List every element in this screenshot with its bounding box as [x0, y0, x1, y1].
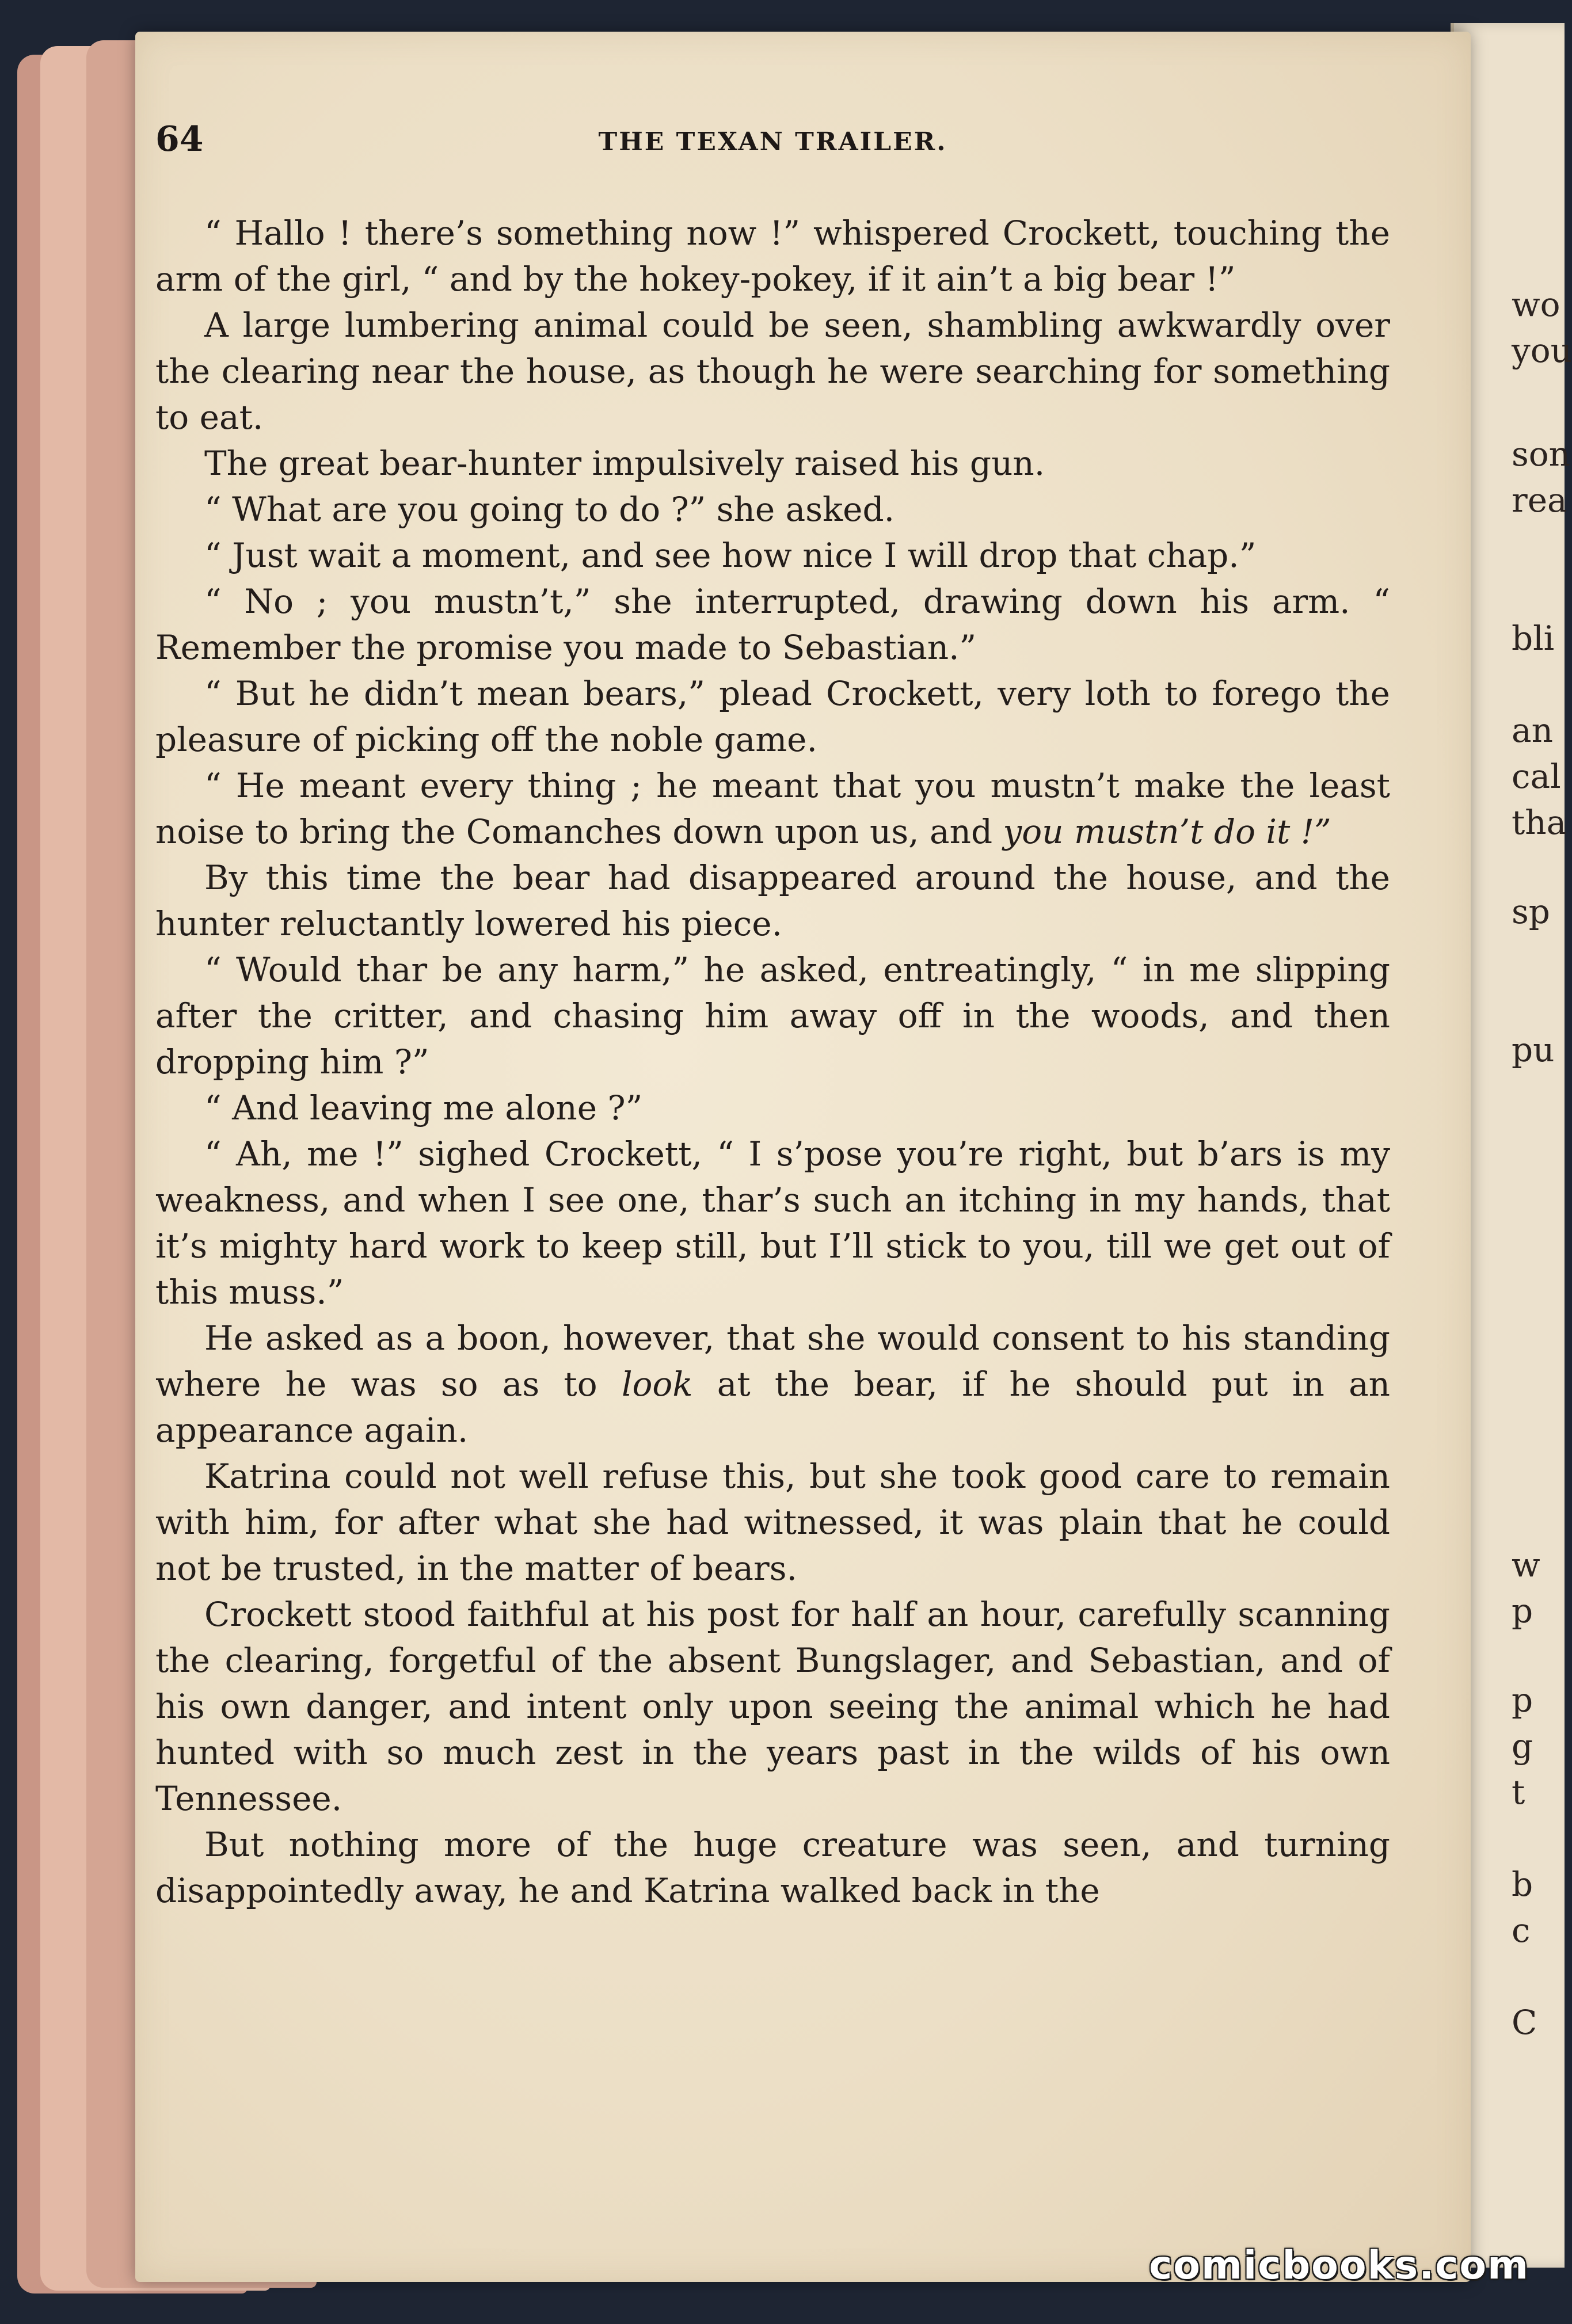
paragraph: Crockett stood faithful at his post for half an hour, carefully scanning the clearing, forgetful of the absent Bungslager, and Sebastian, and of his own danger, and intent only upon seeing the animal which he had hunted with so much zest in the years past in the wilds of his own Tennessee. — [155, 1595, 1390, 1818]
running-head: THE TEXAN TRAILER. — [598, 127, 947, 157]
next-page-fragment: bli — [1512, 619, 1555, 658]
next-page-fragment: c — [1512, 1911, 1531, 1950]
paragraph: “ And leaving me alone ?” — [204, 1088, 643, 1127]
next-page-fragment: p — [1512, 1591, 1533, 1630]
next-page-fragment: g — [1512, 1727, 1533, 1766]
paragraph: “ What are you going to do ?” she asked. — [204, 490, 895, 529]
watermark: comicbooks.com — [1148, 2243, 1529, 2288]
paragraph: The great bear-hunter impulsively raised his gun. — [204, 444, 1045, 483]
page-header — [155, 119, 1390, 165]
paragraph — [155, 763, 1390, 855]
next-page-fragment: w — [1512, 1545, 1540, 1584]
italic-text: look — [621, 1365, 693, 1404]
next-page-fragment: an — [1512, 711, 1553, 750]
next-page-fragment: sp — [1512, 892, 1550, 931]
paragraph: “ Hallo ! there’s something now !” whispered Crockett, touching the arm of the girl, “ and by the hokey-pokey, if it ain’t a big bear !” — [155, 214, 1390, 299]
next-page-fragment: cal — [1512, 757, 1561, 796]
paragraph: “ No ; you mustn’t,” she interrupted, drawing down his arm. “ Remember the promise you made to Sebastian.” — [155, 582, 1390, 667]
paragraph: A large lumbering animal could be seen, shambling awkwardly over the clearing near the house, as though he were searching for something to eat. — [155, 306, 1390, 437]
paragraph-text: at the bear, if he should put in an appearance again. — [155, 1365, 1391, 1450]
paragraph: “ But he didn’t mean bears,” plead Crockett, very loth to forego the pleasure of picking off the noble game. — [155, 674, 1390, 759]
page-number: 64 — [155, 119, 204, 159]
paragraph: But nothing more of the huge creature was seen, and turning disappointedly away, he and Katrina walked back in the — [155, 1825, 1390, 1910]
body-text — [155, 210, 1390, 1914]
next-page-fragment: p — [1512, 1681, 1533, 1720]
paragraph-text: “ He meant every thing ; he meant that you mustn’t make the least noise to bring the Comanches down upon us, and — [155, 766, 1390, 851]
next-page-fragment: C — [1512, 2003, 1537, 2042]
next-page-fragment: wo — [1512, 285, 1560, 324]
paragraph — [155, 1315, 1390, 1453]
paragraph: “ Ah, me !” sighed Crockett, “ I s’pose you’re right, but b’ars is my weakness, and when I see one, thar’s such an itching in my hands, that it’s mighty hard work to keep still, but I’ll stick to you, till we get out of this muss.” — [155, 1134, 1390, 1312]
next-page-fragment: pu — [1512, 1030, 1555, 1069]
next-page-fragment: t — [1512, 1773, 1525, 1812]
italic-text: you mustn’t do it !” — [1003, 812, 1331, 851]
next-page-fragment: you — [1512, 331, 1572, 370]
next-page-fragment: son — [1512, 435, 1571, 474]
next-page-fragment: rea — [1512, 481, 1567, 520]
paragraph: “ Would thar be any harm,” he asked, entreatingly, “ in me slipping after the critter, and chasing him away off in the woods, and then dropping him ?” — [155, 950, 1390, 1081]
next-page-fragment: b — [1512, 1865, 1533, 1904]
paragraph: Katrina could not well refuse this, but she took good care to remain with him, for after what she had witnessed, it was plain that he could not be trusted, in the matter of bears. — [155, 1457, 1390, 1588]
paragraph: By this time the bear had disappeared around the house, and the hunter reluctantly lowered his piece. — [155, 858, 1390, 943]
next-page-fragment: tha — [1512, 803, 1567, 842]
paragraph: “ Just wait a moment, and see how nice I will drop that chap.” — [204, 536, 1257, 575]
paragraph-text: He asked as a boon, however, that she would consent to his standing where he was so as to — [155, 1319, 1390, 1404]
